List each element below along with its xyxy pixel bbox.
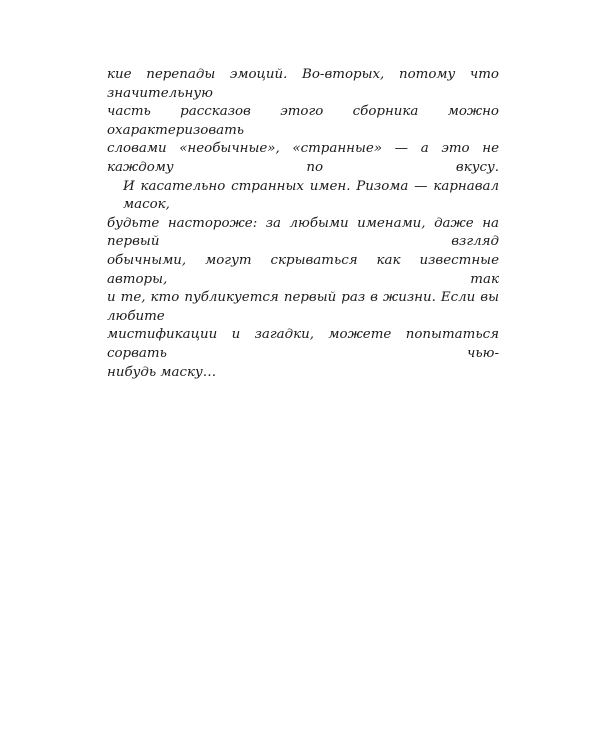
text-line: часть рассказов этого сборника можно охарактеризовать (107, 104, 499, 138)
paragraph-start-line: И касательно странных имен. Ризома — карнавал масок, (123, 178, 499, 213)
text-line: словами «необычные», «странные» — а это не каждому по вкусу. (107, 141, 499, 175)
text-line: мистификации и загадки, можете попытаться сорвать чью- (107, 327, 499, 361)
text-line: кие перепады эмоций. Во-вторых, потому что значительную (107, 67, 499, 101)
text-line: будьте настороже: за любыми именами, даже на первый взгляд (107, 215, 499, 250)
text-line: обычными, могут скрываться как известные авторы, так (107, 252, 499, 287)
text-line-last: нибудь маску… (107, 364, 217, 380)
body-text (107, 66, 499, 382)
text-line: и те, кто публикуется первый раз в жизни. Если вы любите (107, 290, 499, 324)
